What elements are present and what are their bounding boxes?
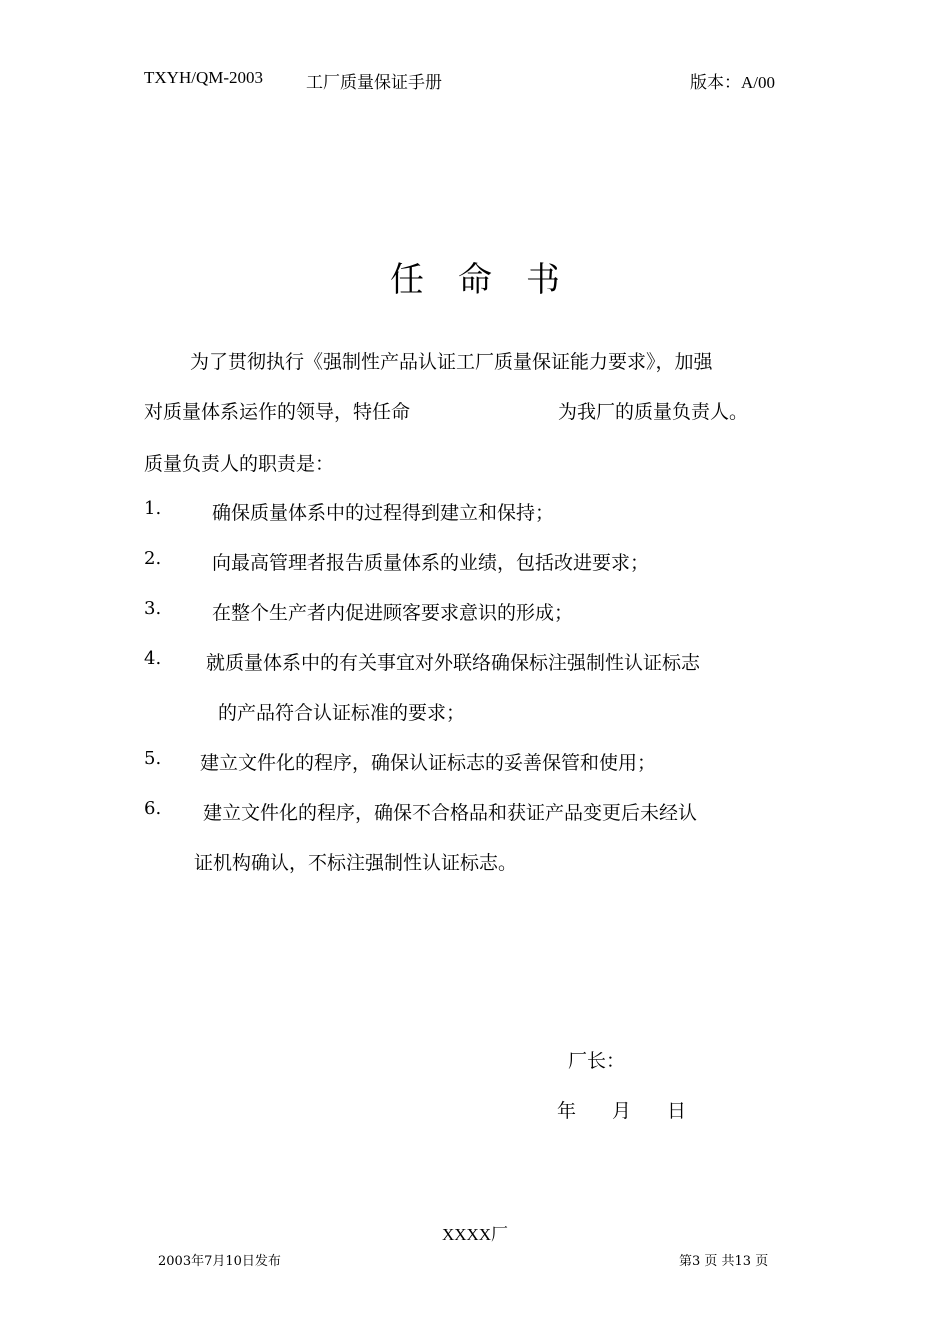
duty-text-continuation: 的产品符合认证标准的要求； — [218, 702, 466, 724]
paragraph-line-1: 为了贯彻执行《强制性产品认证工厂质量保证能力要求》，加强 — [190, 351, 713, 373]
duty-number: 2. — [144, 548, 162, 569]
duties-heading: 质量负责人的职责是： — [144, 453, 335, 475]
duty-number: 5. — [144, 748, 162, 769]
factory-director-label: 厂长： — [568, 1050, 626, 1072]
page-number: 第3 页 共13 页 — [679, 1254, 769, 1269]
duty-text: 向最高管理者报告质量体系的业绩，包括改进要求； — [212, 552, 650, 574]
duty-text: 在整个生产者内促进顾客要求意识的形成； — [212, 602, 574, 624]
issue-date: 2003年7月10日发布 — [158, 1254, 281, 1269]
duty-text: 确保质量体系中的过程得到建立和保持； — [212, 502, 555, 524]
signature-date — [557, 1096, 686, 1123]
header-document-code: TXYH/QM-2003 — [144, 68, 263, 87]
date-year-label: 年 — [557, 1100, 577, 1122]
duty-number: 4. — [144, 648, 162, 669]
duty-number: 6. — [144, 798, 162, 819]
date-month-label: 月 — [612, 1100, 632, 1122]
duty-number: 3. — [144, 598, 162, 619]
duty-number: 1. — [144, 498, 162, 519]
header-manual-title: 工厂质量保证手册 — [306, 73, 442, 92]
factory-name: XXXX厂 — [441, 1225, 509, 1244]
date-day-label: 日 — [667, 1100, 687, 1122]
header-version: 版本：A/00 — [690, 73, 775, 92]
duty-text: 建立文件化的程序，确保不合格品和获证产品变更后未经认 — [203, 802, 698, 824]
duty-text: 建立文件化的程序，确保认证标志的妥善保管和使用； — [200, 752, 657, 774]
paragraph-line-2-end: 为我厂的质量负责人。 — [558, 401, 749, 423]
document-title: 任命书 — [390, 260, 594, 300]
duty-text-continuation: 证机构确认，不标注强制性认证标志。 — [194, 852, 518, 874]
duty-text: 就质量体系中的有关事宜对外联络确保标注强制性认证标志 — [206, 652, 701, 674]
paragraph-line-2-start: 对质量体系运作的领导，特任命 — [144, 401, 411, 423]
